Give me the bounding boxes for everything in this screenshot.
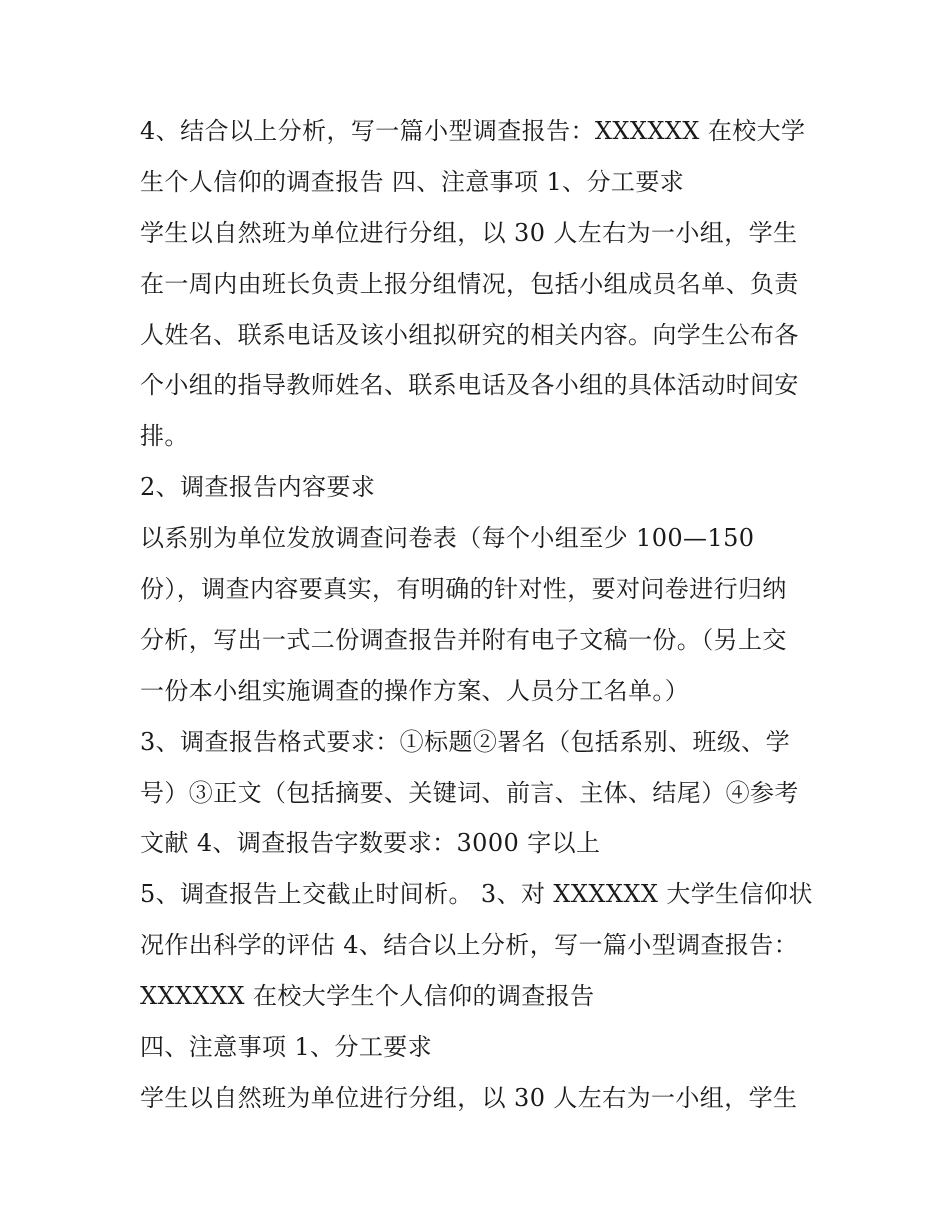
text-line: 4、结合以上分析，写一篇小型调查报告：XXXXXX 在校大学 bbox=[140, 117, 806, 145]
text-line: 以系别为单位发放调查问卷表（每个小组至少 100—150 bbox=[140, 524, 755, 553]
text-line: 生个人信仰的调查报告 四、注意事项 1、分工要求 bbox=[140, 167, 685, 196]
text-line: 3、调查报告格式要求：①标题②署名（包括系别、班级、学 bbox=[140, 727, 791, 756]
text-line: 份），调查内容要真实，有明确的针对性，要对问卷进行归纳 bbox=[140, 575, 787, 604]
text-line: 一份本小组实施调查的操作方案、人员分工名单。） bbox=[140, 676, 690, 705]
text-line: 学生以自然班为单位进行分组，以 30 人左右为一小组，学生 bbox=[140, 218, 798, 247]
text-line: 个小组的指导教师姓名、联系电话及各小组的具体活动时间安 bbox=[140, 371, 799, 400]
text-line: 排。 bbox=[140, 422, 189, 451]
text-line: 号）③正文（包括摘要、关键词、前言、主体、结尾）④参考 bbox=[140, 778, 799, 807]
text-line: 分析，写出一式二份调查报告并附有电子文稿一份。（另上交 bbox=[140, 625, 787, 654]
text-line: XXXXXX 在校大学生个人信仰的调查报告 bbox=[140, 982, 595, 1011]
text-line: 文献 4、调查报告字数要求：3000 字以上 bbox=[140, 829, 601, 858]
text-line: 学生以自然班为单位进行分组，以 30 人左右为一小组，学生 bbox=[140, 1083, 798, 1112]
document-body bbox=[140, 106, 820, 1124]
text-line: 人姓名、联系电话及该小组拟研究的相关内容。向学生公布各 bbox=[140, 320, 799, 349]
text-line: 5、调查报告上交截止时间析。 3、对 XXXXXX 大学生信仰状 bbox=[140, 880, 813, 909]
text-line: 况作出科学的评估 4、结合以上分析，写一篇小型调查报告： bbox=[140, 931, 799, 960]
text-line: 在一周内由班长负责上报分组情况，包括小组成员名单、负责 bbox=[140, 269, 799, 298]
section-heading: 四、注意事项 1、分工要求 bbox=[140, 1033, 433, 1062]
section-heading: 2、调查报告内容要求 bbox=[140, 473, 376, 502]
